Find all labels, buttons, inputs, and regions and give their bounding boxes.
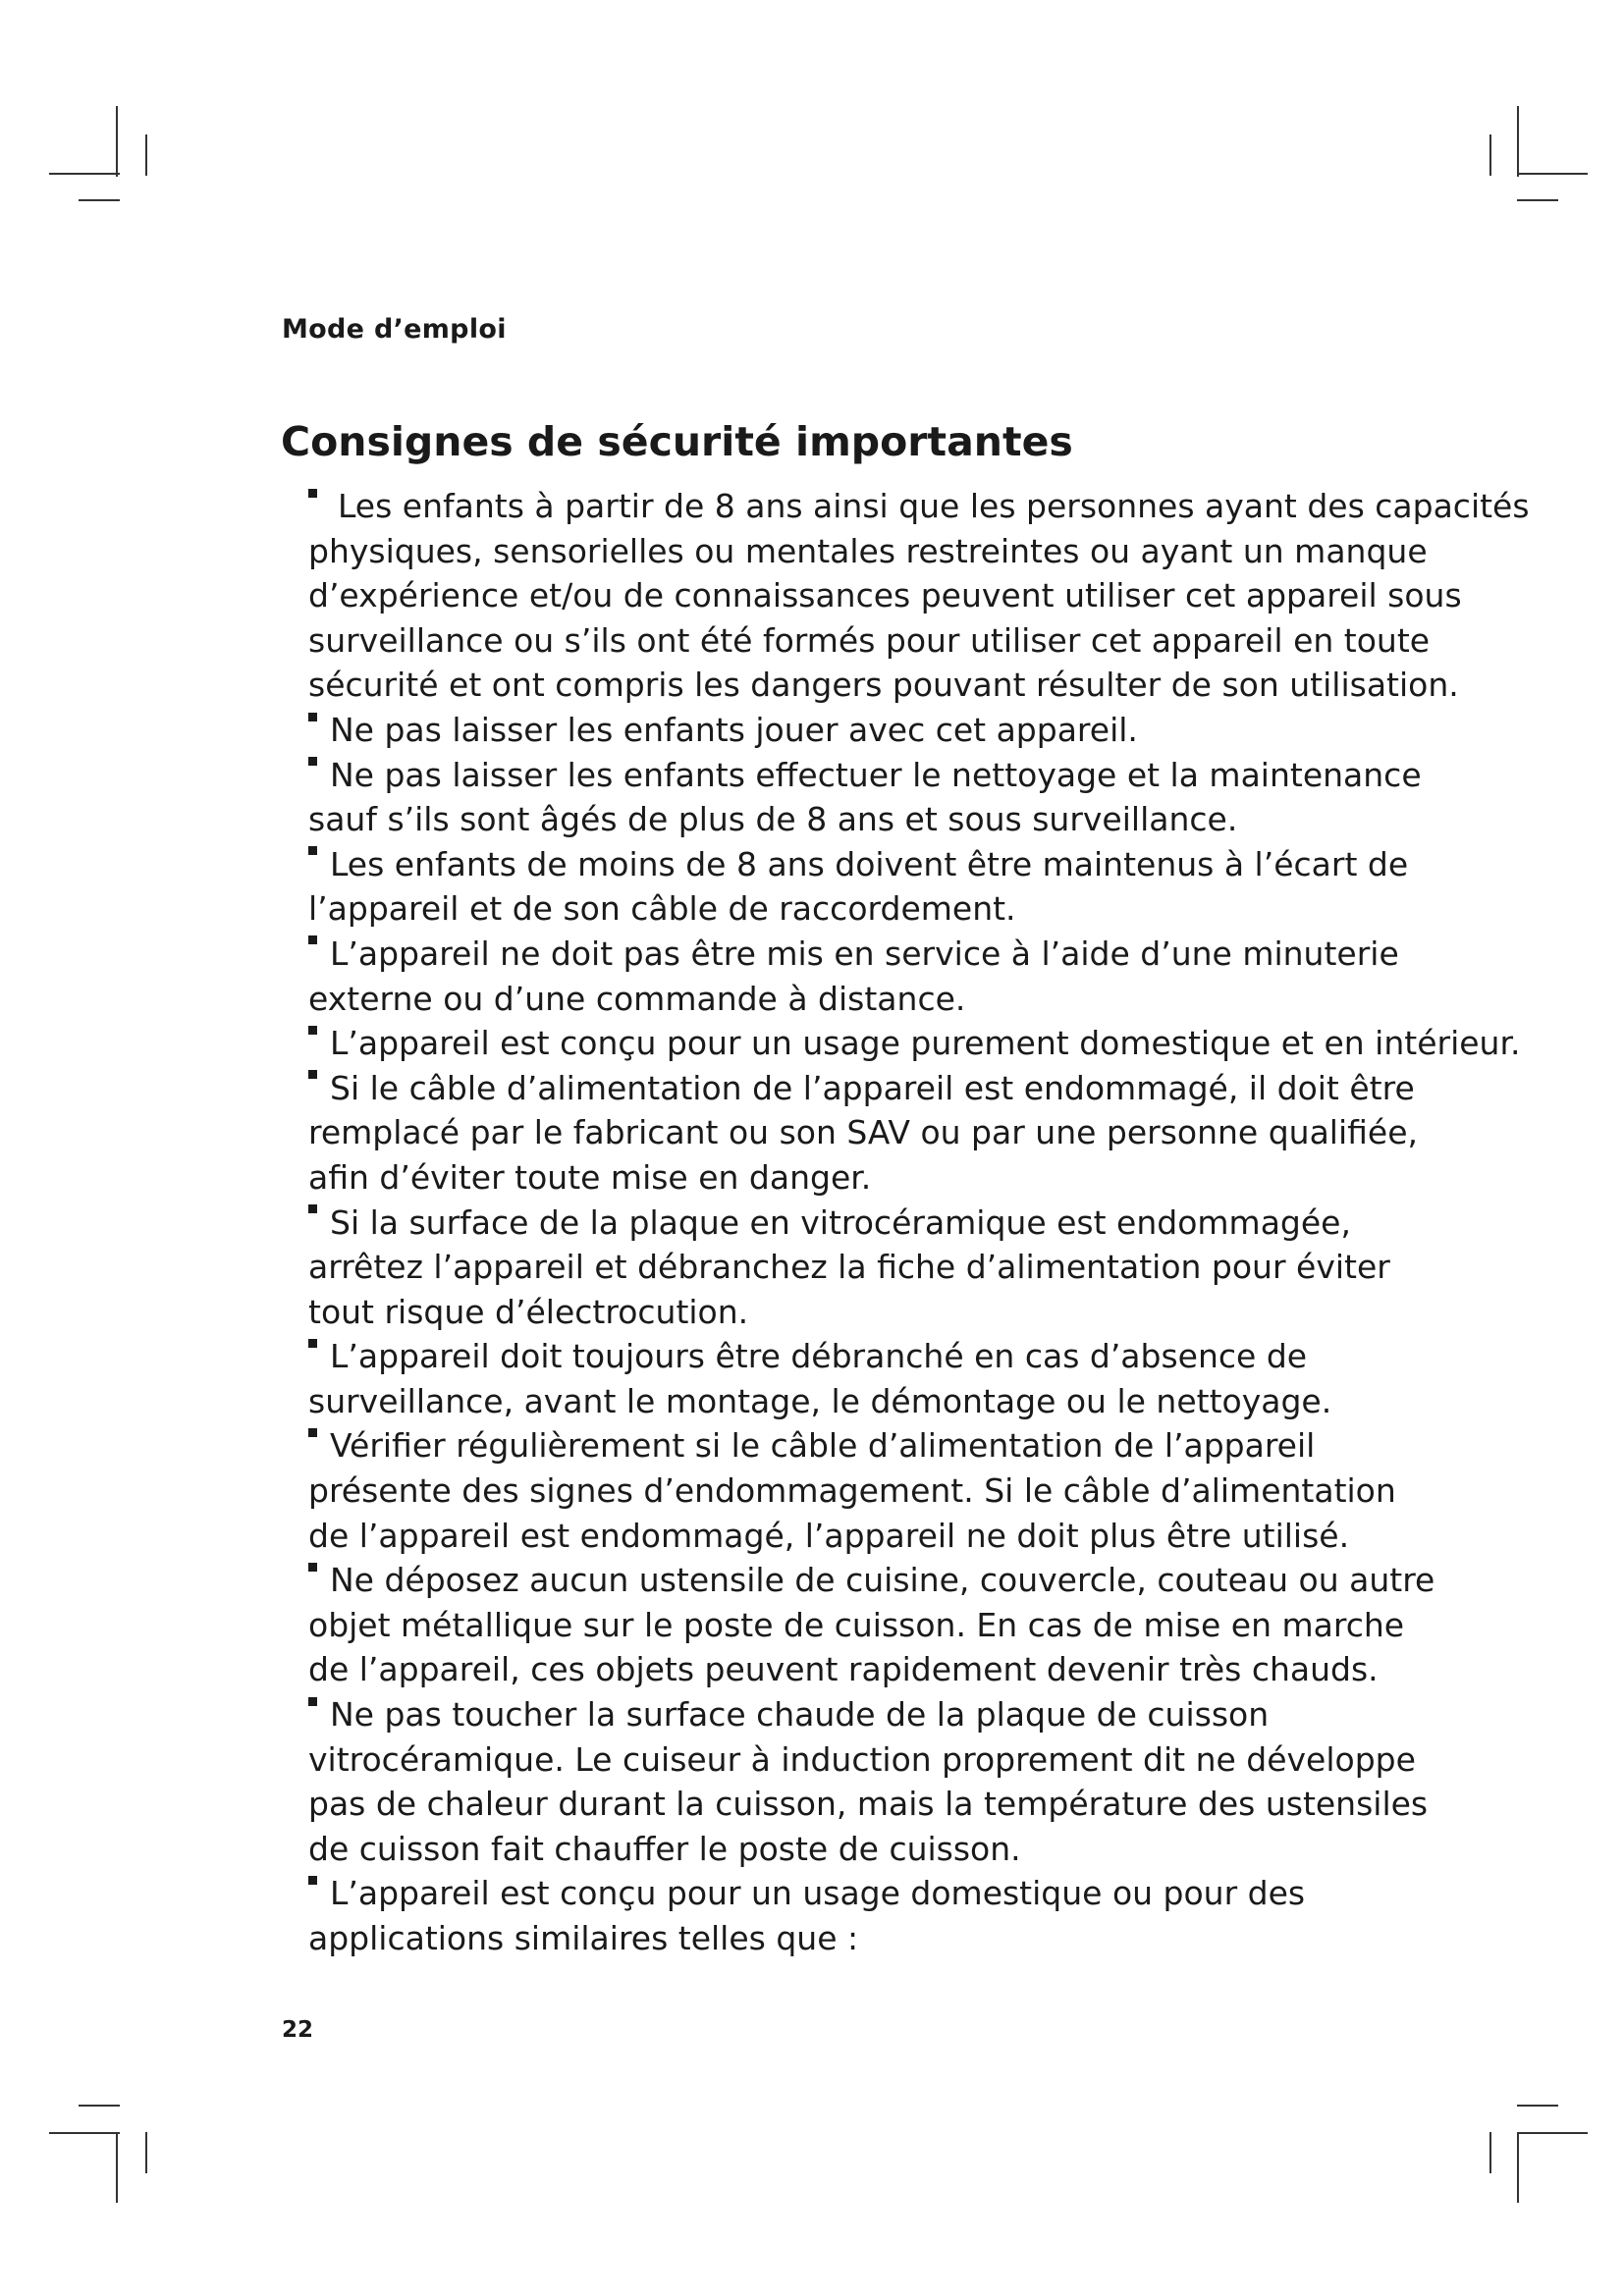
crop-mark-bottom-left-vertical bbox=[116, 2132, 118, 2203]
safety-instructions-list bbox=[308, 484, 1530, 1961]
bullet-icon bbox=[308, 1070, 317, 1079]
list-item-text: présente des signes d’endommagement. Si le câble d’alimentation bbox=[308, 1471, 1396, 1511]
list-item bbox=[308, 1871, 1437, 1960]
list-item-text: de l’appareil est endommagé, l’appareil ne doit plus être utilisé. bbox=[308, 1516, 1350, 1555]
list-item-text: Vérifier régulièrement si le câble d’alimentation de l’appareil bbox=[330, 1426, 1316, 1466]
crop-mark-bottom-left-horizontal-inner bbox=[79, 2105, 120, 2107]
list-item-text: tout risque d’électrocution. bbox=[308, 1292, 749, 1331]
list-item-text: arrêtez l’appareil et débranchez la fiche d’alimentation pour éviter bbox=[308, 1248, 1390, 1287]
bullet-icon bbox=[308, 935, 317, 944]
list-item-text: de cuisson fait chauffer le poste de cuisson. bbox=[308, 1829, 1021, 1868]
page-title: Consignes de sécurité importantes bbox=[281, 418, 1073, 465]
list-item bbox=[308, 1423, 1437, 1558]
list-item-text: applications similaires telles que : bbox=[308, 1919, 859, 1957]
list-item-text: L’appareil ne doit pas être mis en service à l’aide d’une minuterie bbox=[330, 934, 1399, 973]
bullet-icon bbox=[308, 1204, 317, 1213]
bullet-icon bbox=[308, 846, 317, 855]
bullet-icon bbox=[308, 1563, 317, 1572]
crop-mark-bottom-right-vertical bbox=[1517, 2132, 1519, 2203]
list-item bbox=[308, 932, 1437, 1021]
list-item bbox=[308, 1201, 1437, 1335]
crop-mark-top-left-horizontal-inner bbox=[79, 199, 120, 201]
list-item-text: d’expérience et/ou de connaissances peuvent utiliser cet appareil sous bbox=[308, 576, 1462, 615]
list-item-text: surveillance ou s’ils ont été formés pour utiliser cet appareil en toute bbox=[308, 620, 1431, 660]
crop-mark-bottom-left-horizontal bbox=[49, 2132, 120, 2134]
list-item-text: remplacé par le fabricant ou son SAV ou par une personne qualifiée, bbox=[308, 1113, 1419, 1152]
bullet-icon bbox=[308, 713, 317, 721]
bullet-icon bbox=[308, 1697, 317, 1706]
bullet-icon bbox=[308, 1876, 317, 1885]
bullet-icon bbox=[308, 1428, 317, 1437]
list-item bbox=[308, 1334, 1437, 1423]
list-item-text: Ne pas laisser les enfants effectuer le nettoyage et la maintenance bbox=[330, 755, 1422, 794]
bullet-icon bbox=[308, 1026, 317, 1035]
list-item-text: pas de chaleur durant la cuisson, mais la température des ustensiles bbox=[308, 1785, 1429, 1824]
list-item bbox=[308, 842, 1437, 932]
list-item bbox=[308, 753, 1437, 842]
list-item bbox=[308, 1692, 1437, 1871]
list-item-text: Les enfants à partir de 8 ans ainsi que les personnes ayant des capacités bbox=[338, 487, 1530, 525]
crop-mark-top-left-vertical bbox=[116, 106, 118, 177]
crop-mark-bottom-left-vertical-inner bbox=[145, 2132, 147, 2173]
list-item-text: objet métallique sur le poste de cuisson. En cas de mise en marche bbox=[308, 1605, 1405, 1644]
crop-mark-top-right-horizontal-inner bbox=[1517, 199, 1558, 201]
section-label: Mode d’emploi bbox=[282, 314, 507, 345]
list-item bbox=[308, 708, 1437, 753]
bullet-icon bbox=[308, 489, 317, 498]
list-item bbox=[308, 484, 1530, 708]
list-item bbox=[308, 1066, 1437, 1201]
crop-mark-top-right-horizontal bbox=[1517, 173, 1588, 175]
list-item-text: surveillance, avant le montage, le démontage ou le nettoyage. bbox=[308, 1381, 1332, 1420]
list-item-text: Ne pas laisser les enfants jouer avec cet appareil. bbox=[330, 710, 1138, 749]
list-item-text: Ne pas toucher la surface chaude de la plaque de cuisson bbox=[330, 1695, 1270, 1735]
crop-mark-top-left-vertical-inner bbox=[145, 134, 147, 176]
list-item-text: L’appareil est conçu pour un usage purement domestique et en intérieur. bbox=[330, 1024, 1521, 1063]
crop-mark-top-right-vertical bbox=[1517, 106, 1519, 177]
list-item-text: L’appareil doit toujours être débranché en cas d’absence de bbox=[330, 1337, 1308, 1376]
list-item bbox=[308, 1021, 1521, 1066]
list-item-text: physiques, sensorielles ou mentales restreintes ou ayant un manque bbox=[308, 531, 1428, 570]
page-number: 22 bbox=[282, 2017, 314, 2043]
list-item-text: sauf s’ils sont âgés de plus de 8 ans et sous surveillance. bbox=[308, 800, 1238, 839]
list-item-text: de l’appareil, ces objets peuvent rapidement devenir très chauds. bbox=[308, 1650, 1379, 1689]
crop-mark-bottom-right-horizontal bbox=[1517, 2132, 1588, 2134]
list-item-text: vitrocéramique. Le cuiseur à induction proprement dit ne développe bbox=[308, 1739, 1416, 1779]
crop-mark-top-right-vertical-inner bbox=[1489, 134, 1491, 176]
bullet-icon bbox=[308, 1339, 317, 1348]
list-item-text: Les enfants de moins de 8 ans doivent être maintenus à l’écart de bbox=[330, 844, 1409, 883]
list-item-text: Si la surface de la plaque en vitrocéramique est endommagée, bbox=[330, 1202, 1351, 1242]
crop-mark-bottom-right-vertical-inner bbox=[1489, 2132, 1491, 2173]
crop-mark-bottom-right-horizontal-inner bbox=[1517, 2105, 1558, 2107]
list-item-text: afin d’éviter toute mise en danger. bbox=[308, 1157, 872, 1197]
list-item-text: Si le câble d’alimentation de l’appareil est endommagé, il doit être bbox=[330, 1068, 1415, 1107]
list-item-text: externe ou d’une commande à distance. bbox=[308, 979, 966, 1018]
bullet-icon bbox=[308, 757, 317, 766]
list-item-text: l’appareil et de son câble de raccordement. bbox=[308, 889, 1016, 929]
list-item-text: L’appareil est conçu pour un usage domestique ou pour des bbox=[330, 1874, 1306, 1913]
list-item bbox=[308, 1558, 1437, 1692]
list-item-text: Ne déposez aucun ustensile de cuisine, couvercle, couteau ou autre bbox=[330, 1561, 1435, 1600]
list-item-text: sécurité et ont compris les dangers pouvant résulter de son utilisation. bbox=[308, 666, 1459, 705]
crop-mark-top-left-horizontal bbox=[49, 173, 120, 175]
